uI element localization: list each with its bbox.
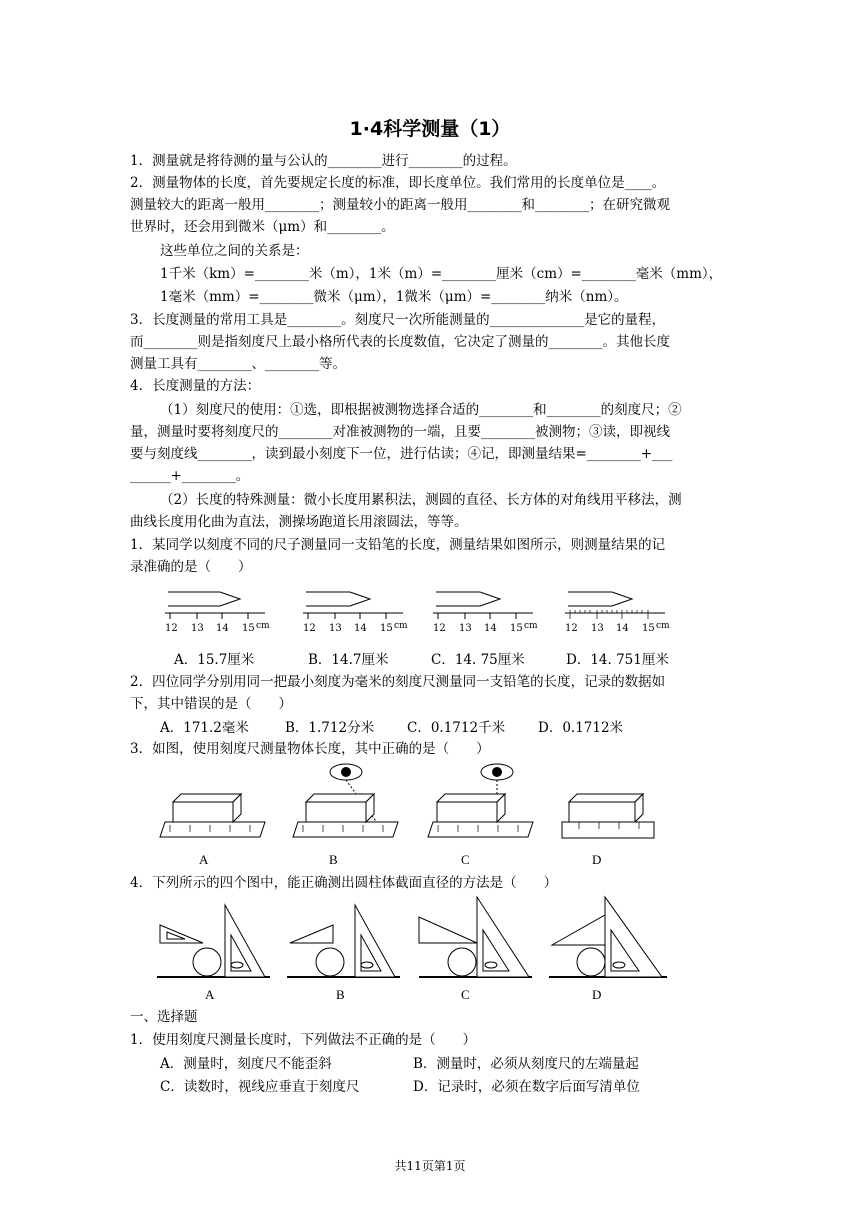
figure-label: C [461, 852, 470, 867]
tick-label: 15 [642, 623, 655, 634]
setup-b [287, 905, 400, 977]
tick-label: 12 [433, 623, 446, 634]
tick-label: 13 [191, 623, 204, 634]
figure-label: A [205, 987, 215, 1002]
text-line: 4．长度测量的方法： [130, 378, 261, 394]
text-line: 2．四位同学分别用同一把最小刻度为毫米的刻度尺测量同一支铅笔的长度，记录的数据如 [130, 674, 666, 690]
tick-label: 14 [484, 623, 497, 634]
section-heading: 一、选择题 [130, 1009, 198, 1025]
text-line: 2．测量物体的长度，首先要规定长度的标准，即长度单位。我们常用的长度单位是____。 [130, 175, 666, 191]
figure-label: D [592, 987, 602, 1002]
ruler-d [565, 592, 670, 634]
triangle-ruler-figure [155, 895, 675, 983]
figure-label: B [336, 987, 345, 1002]
text-line: 要与刻度线________，读到最小刻度下一位，进行估读；④记，即测量结果=________+___ [130, 446, 673, 462]
tick-label: 12 [303, 623, 316, 634]
setup-d [549, 897, 667, 977]
text-line: ______+________。 [130, 468, 250, 484]
tick-unit: cm [256, 621, 270, 631]
text-line: 测量较大的距离一般用________；测量较小的距离一般用________和________；在研究微观 [130, 197, 670, 213]
option-a: A．15.7厘米 [174, 652, 255, 668]
option-d: D．记录时，必须在数字后面写清单位 [413, 1079, 640, 1095]
tick-label: 12 [165, 623, 178, 634]
tick-label: 14 [354, 623, 367, 634]
text-line: 4．下列所示的四个图中，能正确测出圆柱体截面直径的方法是（ ） [130, 875, 558, 891]
tick-label: 15 [380, 623, 393, 634]
figure-label: A [199, 852, 209, 867]
option-b: B．1.712分米 [285, 720, 375, 736]
tick-label: 13 [459, 623, 472, 634]
ruler-measure-figure [155, 762, 675, 850]
setup-b [293, 764, 398, 837]
option-c: C．14. 75厘米 [431, 652, 525, 668]
tick-label: 13 [329, 623, 342, 634]
option-a: A．测量时，刻度尺不能歪斜 [160, 1056, 332, 1072]
tick-unit: cm [656, 621, 670, 631]
option-b: B．测量时，必须从刻度尺的左端量起 [413, 1056, 639, 1072]
setup-c [419, 897, 532, 977]
setup-a [157, 905, 270, 977]
text-line: 录准确的是（ ） [130, 559, 252, 575]
figure-label: B [329, 852, 338, 867]
tick-label: 15 [242, 623, 255, 634]
text-line: 1毫米（mm）=________微米（μm），1微米（μm）=________纳米（nm）。 [160, 289, 628, 305]
text-line: 世界时，还会用到微米（μm）和________。 [130, 219, 395, 235]
tick-label: 15 [510, 623, 523, 634]
text-line: （2）长度的特殊测量：微小长度用累积法，测圆的直径、长方体的对角线用平移法，测 [160, 492, 682, 508]
option-a: A．171.2毫米 [160, 720, 249, 736]
text-line: 1．某同学以刻度不同的尺子测量同一支铅笔的长度，测量结果如图所示，则测量结果的记 [130, 537, 666, 553]
option-c: C．读数时，视线应垂直于刻度尺 [160, 1079, 360, 1095]
tick-label: 12 [565, 623, 578, 634]
text-line: 1千米（km）=________米（m），1米（m）=________厘米（cm）=________毫米（mm）， [160, 266, 723, 282]
figure-label: D [592, 852, 602, 867]
text-line: 下，其中错误的是（ ） [130, 696, 292, 712]
text-line: 3．如图，使用刻度尺测量物体长度，其中正确的是（ ） [130, 741, 490, 757]
option-b: B．14.7厘米 [308, 652, 389, 668]
ruler-b [303, 592, 408, 634]
text-line: 而________则是指刻度尺上最小格所代表的长度数值，它决定了测量的________。其他长度 [130, 334, 670, 350]
setup-c [428, 764, 533, 837]
tick-label: 14 [216, 623, 229, 634]
page-title: 1·4科学测量（1） [349, 118, 511, 140]
ruler-c [433, 592, 538, 634]
text-line: 曲线长度用化曲为直法，测操场跑道长用滚圆法，等等。 [130, 514, 468, 530]
setup-a [160, 794, 265, 837]
text-line: 量，测量时要将刻度尺的________对准被测物的一端，且要________被测物；③读，即视线 [130, 424, 670, 440]
pencil-ruler-figure [160, 588, 680, 638]
tick-label: 14 [616, 623, 629, 634]
tick-label: 13 [591, 623, 604, 634]
tick-unit: cm [394, 621, 408, 631]
setup-d [562, 794, 654, 838]
figure-label: C [461, 987, 470, 1002]
option-d: D．14. 751厘米 [566, 652, 669, 668]
page-footer: 共11页第1页 [394, 1159, 466, 1173]
text-line: 1．使用刻度尺测量长度时，下列做法不正确的是（ ） [130, 1032, 477, 1048]
text-line: （1）刻度尺的使用：①选，即根据被测物选择合适的________和________的刻度尺；② [160, 402, 682, 418]
text-line: 1．测量就是将待测的量与公认的________进行________的过程。 [130, 153, 517, 169]
option-c: C．0.1712千米 [407, 720, 506, 736]
option-d: D．0.1712米 [538, 720, 624, 736]
tick-unit: cm [524, 621, 538, 631]
text-line: 3．长度测量的常用工具是________。刻度尺一次所能测量的______________是它的量程， [130, 312, 666, 328]
ruler-a [165, 592, 270, 634]
text-line: 测量工具有________、________等。 [130, 356, 346, 372]
text-line: 这些单位之间的关系是： [160, 243, 309, 259]
